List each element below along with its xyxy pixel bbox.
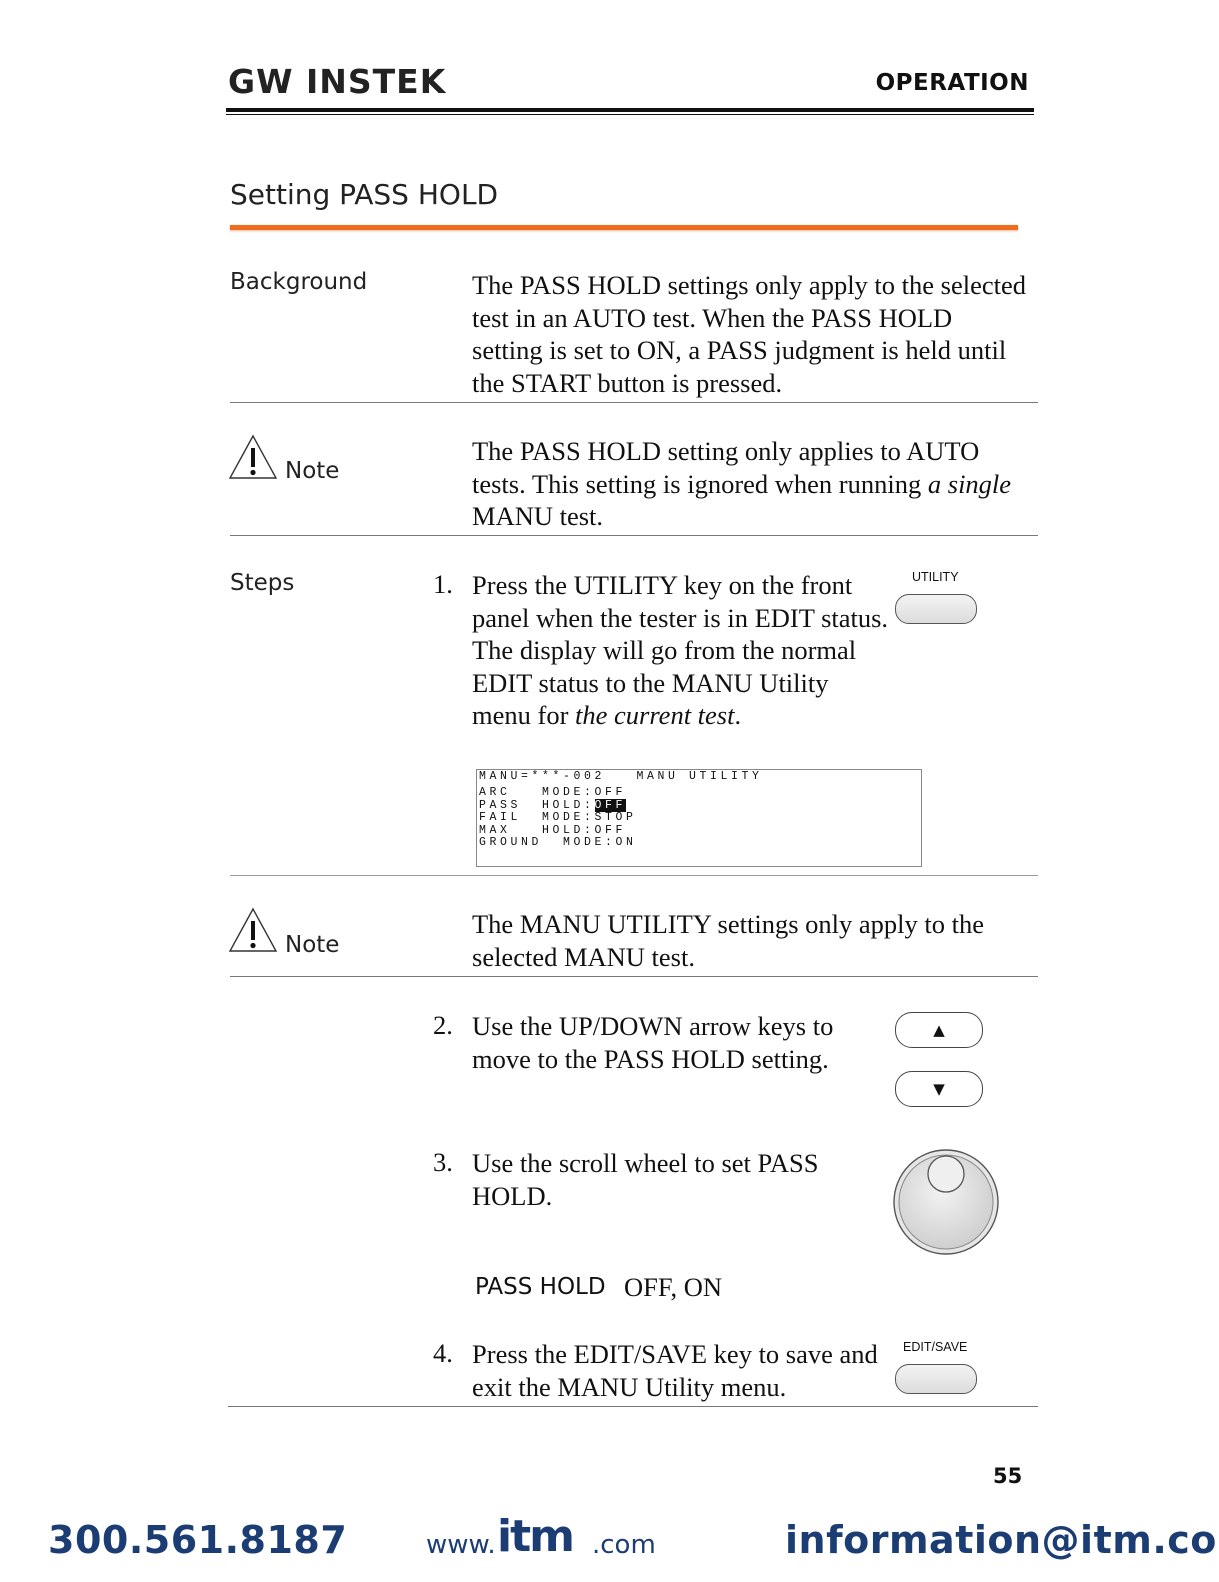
divider [230, 976, 1038, 977]
divider [230, 402, 1038, 403]
up-arrow-icon: ▲ [933, 1021, 945, 1039]
header-rule-thin [226, 114, 1034, 115]
divider [230, 535, 1038, 536]
down-arrow-icon: ▼ [933, 1080, 945, 1098]
gwinstek-logo: GW INSTEK [228, 62, 447, 101]
background-text: The PASS HOLD settings only apply to the selected test in an AUTO test. When the PASS HOLD setting is set to ON, a PASS judgment is held until the START button is pressed. [472, 270, 1027, 398]
section-underline [230, 225, 1018, 230]
footer-phone: 300.561.8187 [48, 1518, 348, 1562]
step-number: 4. [433, 1338, 453, 1368]
step4-text: Press the EDIT/SAVE key to save and exit the MANU Utility menu. [472, 1339, 878, 1402]
lcd-selected-value: OFF [594, 798, 627, 812]
step-number: 1. [433, 569, 453, 599]
utility-key[interactable] [895, 594, 977, 624]
note-label: Note [285, 458, 340, 484]
utility-key-label: UTILITY [912, 570, 959, 584]
note-text: The MANU UTILITY settings only apply to the selected MANU test. [472, 909, 985, 972]
chapter-title: OPERATION [875, 70, 1029, 96]
background-label: Background [230, 269, 368, 295]
edit-save-key[interactable] [895, 1364, 977, 1394]
lcd-line: PASS HOLD:OFF [479, 798, 627, 812]
step-number: 2. [433, 1010, 453, 1040]
lcd-line: MAX HOLD:OFF [479, 823, 627, 837]
step-number: 3. [433, 1147, 453, 1177]
lcd-line: MANU=***-002 MANU UTILITY [479, 770, 763, 783]
footer-email[interactable]: information@itm.co [785, 1518, 1217, 1562]
footer-com: .com [592, 1530, 656, 1560]
step3-text: Use the scroll wheel to set PASS HOLD. [472, 1148, 819, 1211]
steps-label: Steps [230, 570, 295, 596]
lcd-line: GROUND MODE:ON [479, 836, 637, 849]
warning-icon [228, 434, 278, 480]
warning-icon [228, 907, 278, 953]
header-rule [226, 108, 1034, 112]
page-number: 55 [993, 1464, 1023, 1488]
step1-text: Press the UTILITY key on the front panel when the tester is in EDIT status. The display will go from the normal EDIT status to the MANU Utility menu for the current test. [472, 570, 889, 731]
param-values: OFF, ON [624, 1272, 723, 1302]
up-arrow-key[interactable] [895, 1012, 983, 1048]
scroll-wheel-icon[interactable] [892, 1148, 1002, 1258]
down-arrow-key[interactable] [895, 1071, 983, 1107]
note-text: The PASS HOLD setting only applies to AUTO tests. This setting is ignored when running a single MANU test. [472, 436, 1012, 532]
step2-text: Use the UP/DOWN arrow keys to move to the PASS HOLD setting. [472, 1011, 834, 1074]
edit-save-key-label: EDIT/SAVE [903, 1340, 968, 1354]
note-label: Note [285, 932, 340, 958]
lcd-line: FAIL MODE:STOP [479, 811, 637, 824]
divider [230, 875, 1038, 876]
param-name: PASS HOLD [475, 1274, 606, 1300]
divider [228, 1406, 1038, 1407]
itm-logo: itm [497, 1511, 573, 1562]
lcd-display [476, 769, 922, 867]
section-title: Setting PASS HOLD [230, 178, 499, 211]
footer-www: www. [426, 1530, 496, 1560]
lcd-line: ARC MODE:OFF [479, 786, 627, 799]
